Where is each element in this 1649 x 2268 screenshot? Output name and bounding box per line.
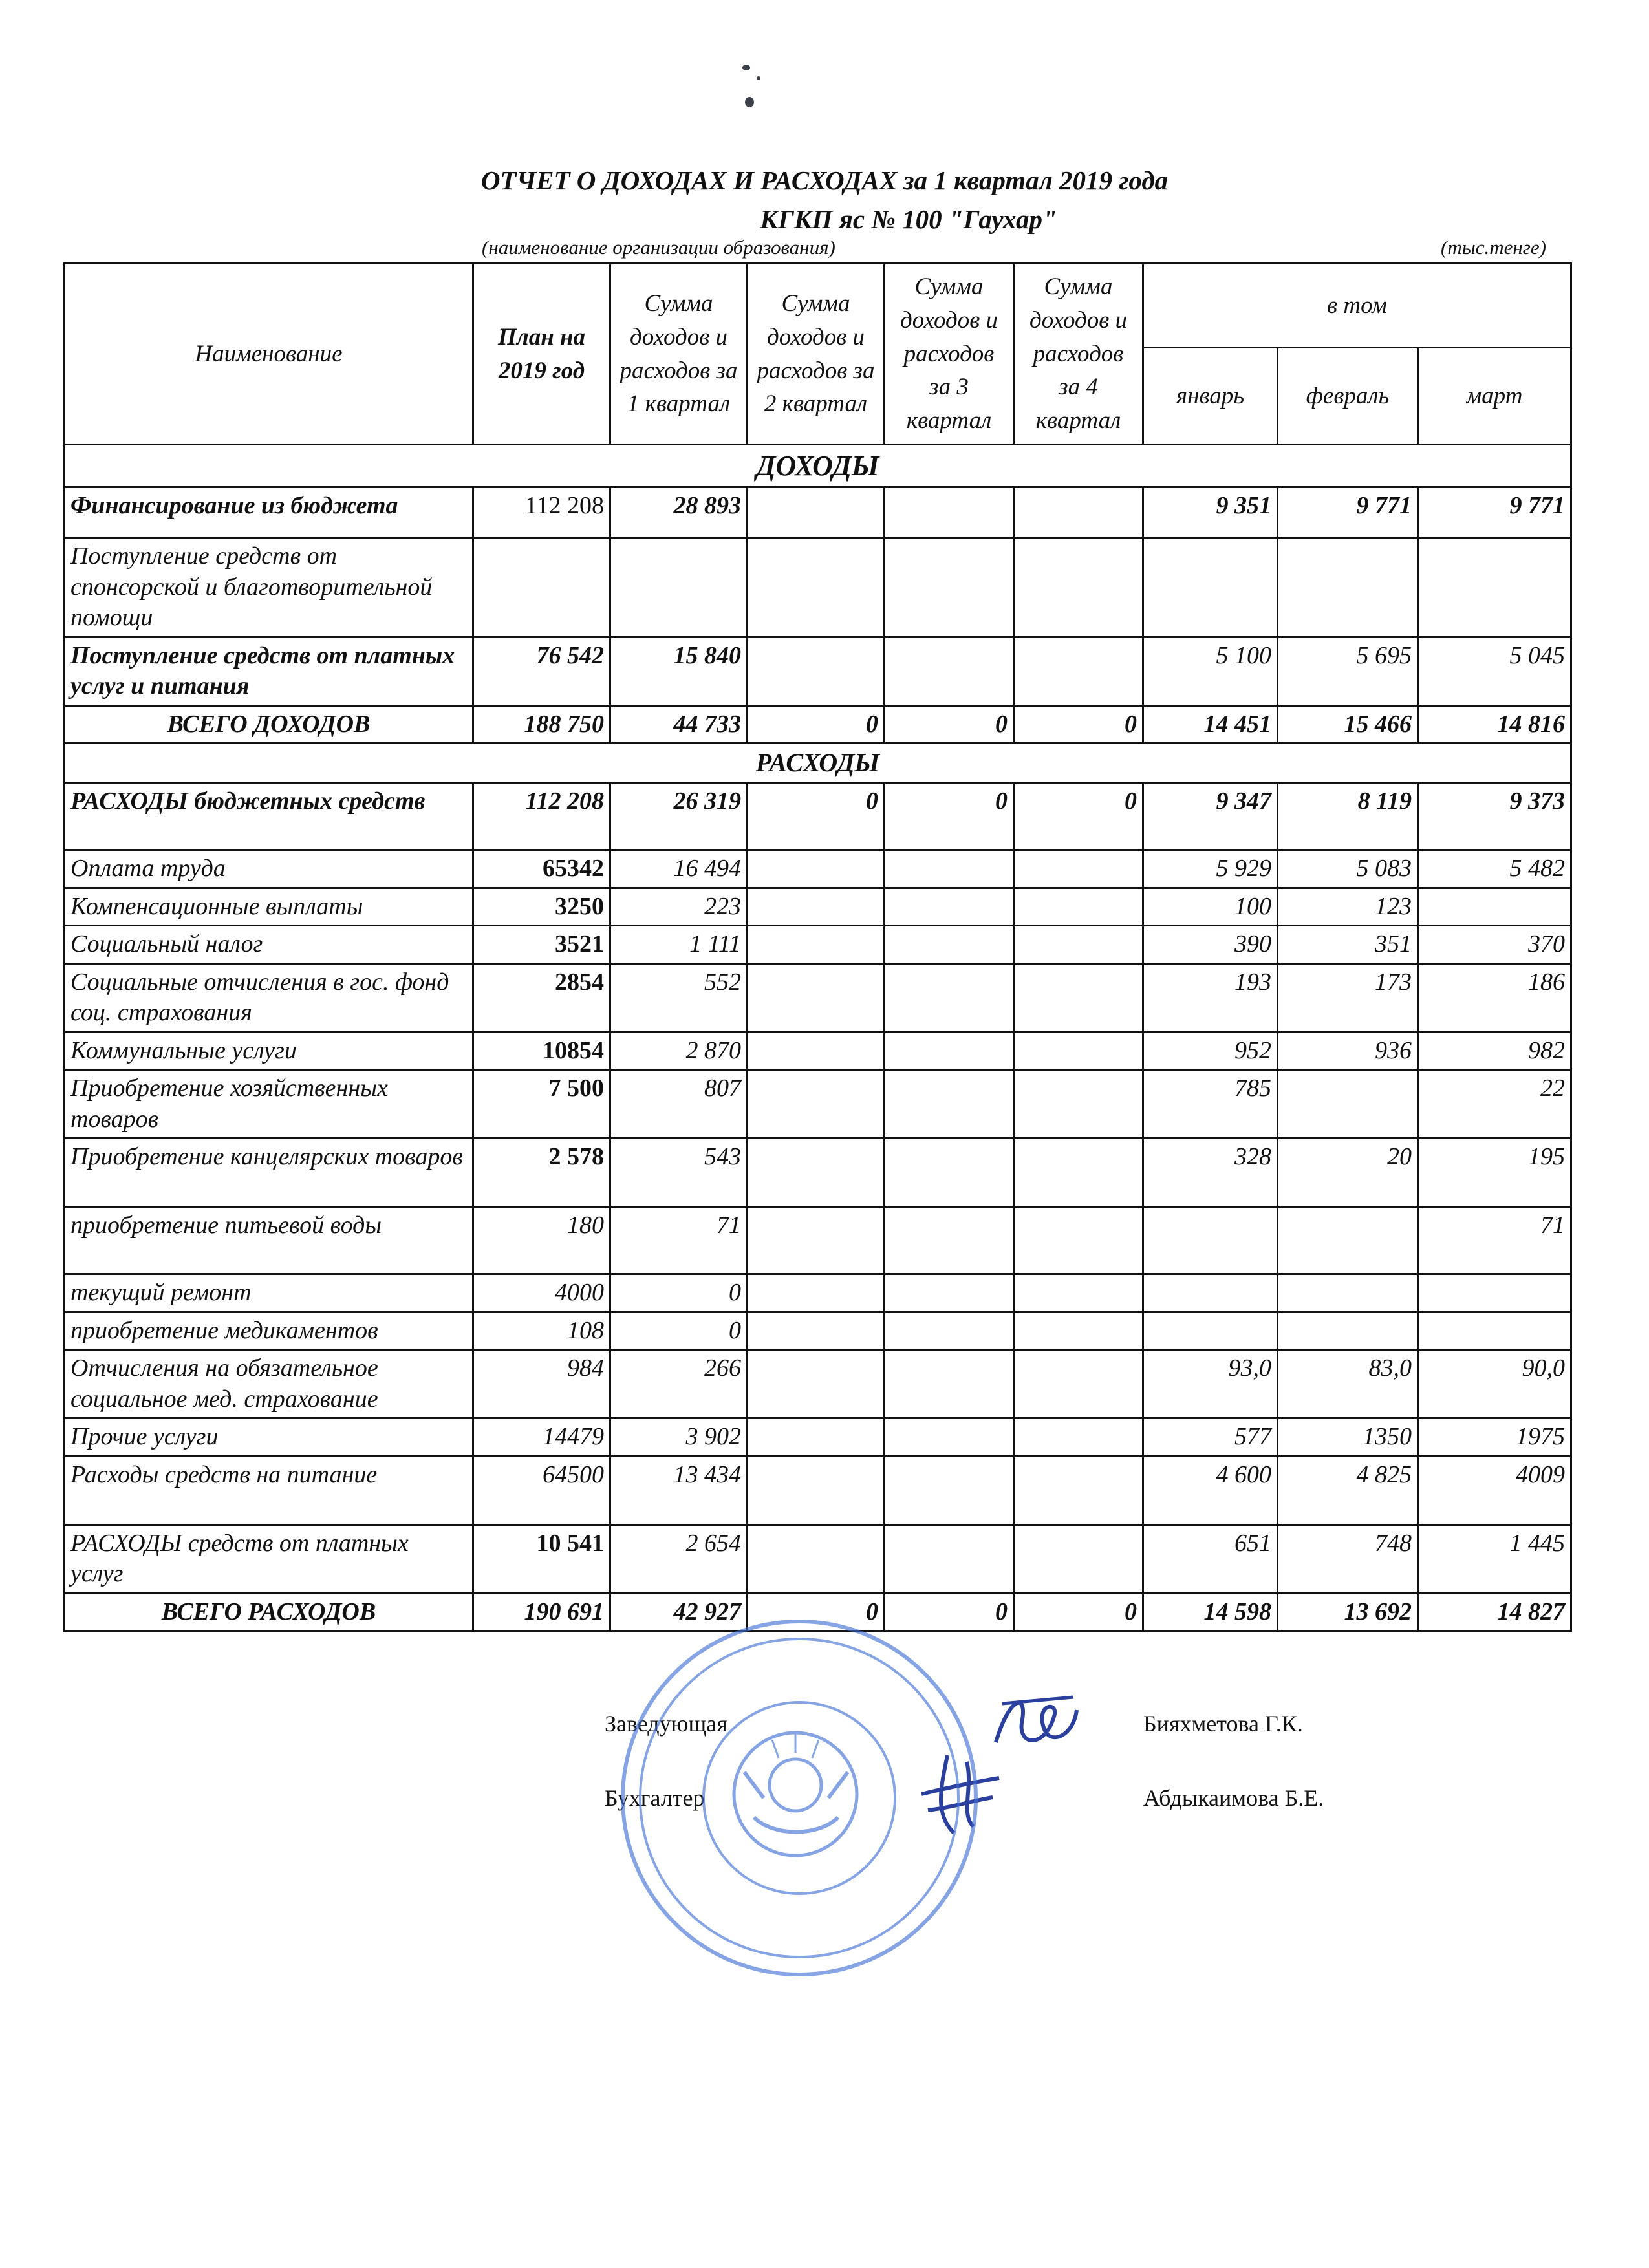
cell-q4	[1014, 1274, 1143, 1312]
cell-q1: 15 840	[610, 637, 748, 705]
cell-feb	[1278, 1070, 1418, 1139]
cell-mar: 195	[1418, 1139, 1571, 1207]
cell-q2	[748, 963, 885, 1032]
cell-plan	[473, 538, 610, 637]
row-label: Приобретение хозяйственных товаров	[65, 1070, 473, 1139]
cell-mar: 14 816	[1418, 705, 1571, 744]
cell-feb: 15 466	[1278, 705, 1418, 744]
row-label: Приобретение канцелярских товаров	[65, 1139, 473, 1207]
cell-q1: 543	[610, 1139, 748, 1207]
cell-q2	[748, 487, 885, 538]
cell-mar: 90,0	[1418, 1350, 1571, 1418]
cell-q2	[748, 888, 885, 926]
cell-plan: 10854	[473, 1032, 610, 1070]
cell-mar	[1418, 538, 1571, 637]
cell-mar: 5 045	[1418, 637, 1571, 705]
row-label: Расходы средств на питание	[65, 1456, 473, 1524]
cell-q4	[1014, 1207, 1143, 1274]
cell-q3	[885, 637, 1014, 705]
cell-jan	[1143, 538, 1278, 637]
cell-q1: 807	[610, 1070, 748, 1139]
cell-q1: 42 927	[610, 1593, 748, 1631]
cell-q3	[885, 888, 1014, 926]
row-label: приобретение медикаментов	[65, 1312, 473, 1350]
cell-plan: 14479	[473, 1418, 610, 1457]
cell-jan: 5 100	[1143, 637, 1278, 705]
cell-feb: 748	[1278, 1524, 1418, 1593]
cell-plan: 112 208	[473, 487, 610, 538]
cell-q1: 71	[610, 1207, 748, 1274]
cell-q3	[885, 1418, 1014, 1457]
cell-plan: 65342	[473, 850, 610, 888]
cell-mar: 982	[1418, 1032, 1571, 1070]
cell-q2: 0	[748, 783, 885, 850]
cell-q1: 0	[610, 1274, 748, 1312]
cell-feb	[1278, 538, 1418, 637]
cell-jan: 577	[1143, 1418, 1278, 1457]
cell-q3	[885, 926, 1014, 964]
official-stamp	[621, 1620, 978, 1976]
cell-jan: 9 347	[1143, 783, 1278, 850]
header-q4: Сумма доходов и расходов за 4 квартал	[1014, 264, 1143, 445]
cell-jan	[1143, 1312, 1278, 1350]
section-expense-label: РАСХОДЫ	[65, 744, 1571, 783]
cell-q4	[1014, 1350, 1143, 1418]
cell-q3	[885, 538, 1014, 637]
cell-plan: 3521	[473, 926, 610, 964]
row-label: Поступление средств от спонсорской и благотворительной помощи	[65, 538, 473, 637]
cell-q3: 0	[885, 783, 1014, 850]
report-title	[0, 165, 1649, 235]
cell-q3	[885, 850, 1014, 888]
row-label: РАСХОДЫ средств от платных услуг	[65, 1524, 473, 1593]
cell-feb: 351	[1278, 926, 1418, 964]
table-row	[65, 1312, 1571, 1350]
section-expense-row	[65, 744, 1571, 783]
table-row	[65, 926, 1571, 964]
row-label: приобретение питьевой воды	[65, 1207, 473, 1274]
cell-plan: 108	[473, 1312, 610, 1350]
cell-jan: 651	[1143, 1524, 1278, 1593]
cell-q1: 28 893	[610, 487, 748, 538]
cell-jan: 4 600	[1143, 1456, 1278, 1524]
table-row	[65, 487, 1571, 538]
cell-q2	[748, 1456, 885, 1524]
cell-feb: 83,0	[1278, 1350, 1418, 1418]
cell-q4	[1014, 963, 1143, 1032]
cell-feb: 173	[1278, 963, 1418, 1032]
cell-q3: 0	[885, 1593, 1014, 1631]
cell-q4: 0	[1014, 1593, 1143, 1631]
row-label: Отчисления на обязательное социальное мед. страхование	[65, 1350, 473, 1418]
cell-q4	[1014, 850, 1143, 888]
row-label: ВСЕГО РАСХОДОВ	[65, 1593, 473, 1631]
cell-jan: 193	[1143, 963, 1278, 1032]
cell-feb	[1278, 1207, 1418, 1274]
cell-q3	[885, 1350, 1014, 1418]
cell-q1: 16 494	[610, 850, 748, 888]
cell-q3	[885, 1524, 1014, 1593]
header-q1: Сумма доходов и расходов за 1 квартал	[610, 264, 748, 445]
cell-q2: 0	[748, 1593, 885, 1631]
title-line-1: ОТЧЕТ О ДОХОДАХ И РАСХОДАХ за 1 квартал 2019 года	[480, 166, 1169, 195]
cell-q2	[748, 637, 885, 705]
cell-mar: 370	[1418, 926, 1571, 964]
cell-plan: 7 500	[473, 1070, 610, 1139]
cell-q2: 0	[748, 705, 885, 744]
cell-jan: 14 598	[1143, 1593, 1278, 1631]
cell-jan: 5 929	[1143, 850, 1278, 888]
cell-plan: 984	[473, 1350, 610, 1418]
cell-mar	[1418, 888, 1571, 926]
cell-jan: 390	[1143, 926, 1278, 964]
cell-q1: 0	[610, 1312, 748, 1350]
table-row	[65, 1274, 1571, 1312]
table-row	[65, 888, 1571, 926]
cell-q3	[885, 1070, 1014, 1139]
cell-q1: 3 902	[610, 1418, 748, 1457]
section-income-label: ДОХОДЫ	[65, 445, 1571, 487]
head-name: Бияхметова Г.К.	[1143, 1711, 1303, 1737]
cell-q2	[748, 850, 885, 888]
head-label: Заведующая	[605, 1711, 727, 1737]
cell-jan	[1143, 1207, 1278, 1274]
cell-q1: 2 654	[610, 1524, 748, 1593]
accountant-name: Абдыкаимова Б.Е.	[1143, 1785, 1324, 1811]
cell-jan: 328	[1143, 1139, 1278, 1207]
cell-q1: 44 733	[610, 705, 748, 744]
cell-jan: 9 351	[1143, 487, 1278, 538]
cell-feb: 20	[1278, 1139, 1418, 1207]
org-caption: (наименование организации образования)	[482, 236, 835, 259]
table-row	[65, 1070, 1571, 1139]
cell-q1: 266	[610, 1350, 748, 1418]
cell-q4	[1014, 1032, 1143, 1070]
row-label: Оплата труда	[65, 850, 473, 888]
cell-feb: 5 695	[1278, 637, 1418, 705]
table-row	[65, 963, 1571, 1032]
cell-feb: 4 825	[1278, 1456, 1418, 1524]
cell-plan: 4000	[473, 1274, 610, 1312]
cell-q3	[885, 1207, 1014, 1274]
cell-q1: 13 434	[610, 1456, 748, 1524]
cell-q2	[748, 1524, 885, 1593]
cell-q4	[1014, 1456, 1143, 1524]
cell-plan: 2 578	[473, 1139, 610, 1207]
cell-q2	[748, 1207, 885, 1274]
row-label: РАСХОДЫ бюджетных средств	[65, 783, 473, 850]
cell-q3	[885, 487, 1014, 538]
cell-feb: 123	[1278, 888, 1418, 926]
cell-feb: 13 692	[1278, 1593, 1418, 1631]
cell-mar: 9 373	[1418, 783, 1571, 850]
cell-mar: 1 445	[1418, 1524, 1571, 1593]
cell-q4: 0	[1014, 705, 1143, 744]
cell-q1: 26 319	[610, 783, 748, 850]
cell-plan: 2854	[473, 963, 610, 1032]
table-row	[65, 1456, 1571, 1524]
table-row	[65, 1207, 1571, 1274]
header-feb: февраль	[1278, 348, 1418, 445]
stamp-emblem	[625, 1623, 966, 1965]
cell-feb: 8 119	[1278, 783, 1418, 850]
cell-q4	[1014, 487, 1143, 538]
cell-mar	[1418, 1312, 1571, 1350]
header-jan: январь	[1143, 348, 1278, 445]
cell-q1: 1 111	[610, 926, 748, 964]
title-line-2: КГКП яс № 100 "Гаухар"	[760, 204, 1057, 234]
cell-plan: 112 208	[473, 783, 610, 850]
cell-q4	[1014, 1312, 1143, 1350]
table-row	[65, 637, 1571, 705]
header-mar: март	[1418, 348, 1571, 445]
table-total-row	[65, 705, 1571, 744]
cell-q4	[1014, 1524, 1143, 1593]
cell-q3	[885, 1139, 1014, 1207]
cell-q2	[748, 926, 885, 964]
row-label: Поступление средств от платных услуг и питания	[65, 637, 473, 705]
cell-q2	[748, 1139, 885, 1207]
section-income-row	[65, 445, 1571, 487]
cell-plan: 188 750	[473, 705, 610, 744]
header-q3: Сумма доходов и расходов за 3 квартал	[885, 264, 1014, 445]
cell-q3: 0	[885, 705, 1014, 744]
cell-q4	[1014, 926, 1143, 964]
cell-q1	[610, 538, 748, 637]
table-row	[65, 850, 1571, 888]
cell-q4	[1014, 1070, 1143, 1139]
scan-speck	[757, 76, 760, 80]
cell-jan: 14 451	[1143, 705, 1278, 744]
cell-q4	[1014, 1139, 1143, 1207]
cell-q4	[1014, 1418, 1143, 1457]
cell-jan: 952	[1143, 1032, 1278, 1070]
cell-feb: 1350	[1278, 1418, 1418, 1457]
cell-mar: 22	[1418, 1070, 1571, 1139]
cell-mar: 1975	[1418, 1418, 1571, 1457]
header-plan: План на 2019 год	[473, 264, 610, 445]
header-name: Наименование	[65, 264, 473, 445]
table-row	[65, 538, 1571, 637]
cell-plan: 190 691	[473, 1593, 610, 1631]
row-label: Социальные отчисления в гос. фонд соц. страхования	[65, 963, 473, 1032]
accountant-label: Бухгалтер	[605, 1785, 705, 1811]
cell-q2	[748, 1312, 885, 1350]
row-label: Прочие услуги	[65, 1418, 473, 1457]
cell-mar: 4009	[1418, 1456, 1571, 1524]
scan-speck	[745, 97, 754, 107]
table-row	[65, 1524, 1571, 1593]
cell-q1: 223	[610, 888, 748, 926]
cell-mar: 9 771	[1418, 487, 1571, 538]
row-label: ВСЕГО ДОХОДОВ	[65, 705, 473, 744]
cell-jan: 785	[1143, 1070, 1278, 1139]
row-label: Социальный налог	[65, 926, 473, 964]
cell-q3	[885, 963, 1014, 1032]
cell-q2	[748, 538, 885, 637]
table-row	[65, 1032, 1571, 1070]
cell-jan	[1143, 1274, 1278, 1312]
cell-q2	[748, 1032, 885, 1070]
cell-q3	[885, 1274, 1014, 1312]
cell-mar: 5 482	[1418, 850, 1571, 888]
cell-plan: 3250	[473, 888, 610, 926]
cell-feb: 936	[1278, 1032, 1418, 1070]
cell-plan: 180	[473, 1207, 610, 1274]
cell-jan: 93,0	[1143, 1350, 1278, 1418]
cell-feb: 9 771	[1278, 487, 1418, 538]
cell-q4	[1014, 538, 1143, 637]
row-label: Компенсационные выплаты	[65, 888, 473, 926]
cell-q3	[885, 1032, 1014, 1070]
cell-plan: 76 542	[473, 637, 610, 705]
scan-speck	[742, 65, 750, 70]
cell-q3	[885, 1456, 1014, 1524]
unit-caption: (тыс.тенге)	[1441, 236, 1546, 259]
cell-feb	[1278, 1274, 1418, 1312]
cell-q2	[748, 1070, 885, 1139]
table-row	[65, 1139, 1571, 1207]
cell-q4: 0	[1014, 783, 1143, 850]
report-table	[63, 262, 1572, 1632]
cell-q4	[1014, 888, 1143, 926]
header-in-total: в том	[1143, 264, 1571, 348]
cell-plan: 64500	[473, 1456, 610, 1524]
cell-q2	[748, 1350, 885, 1418]
table-row	[65, 1418, 1571, 1457]
cell-q2	[748, 1274, 885, 1312]
cell-q1: 2 870	[610, 1032, 748, 1070]
cell-q4	[1014, 637, 1143, 705]
row-label: Финансирование из бюджета	[65, 487, 473, 538]
cell-plan: 10 541	[473, 1524, 610, 1593]
row-label: текущий ремонт	[65, 1274, 473, 1312]
cell-q2	[748, 1418, 885, 1457]
cell-q1: 552	[610, 963, 748, 1032]
table-row	[65, 783, 1571, 850]
cell-mar	[1418, 1274, 1571, 1312]
cell-feb	[1278, 1312, 1418, 1350]
cell-jan: 100	[1143, 888, 1278, 926]
cell-feb: 5 083	[1278, 850, 1418, 888]
cell-mar: 186	[1418, 963, 1571, 1032]
table-row	[65, 1350, 1571, 1418]
cell-mar: 71	[1418, 1207, 1571, 1274]
row-label: Коммунальные услуги	[65, 1032, 473, 1070]
cell-q3	[885, 1312, 1014, 1350]
header-q2: Сумма доходов и расходов за 2 квартал	[748, 264, 885, 445]
cell-mar: 14 827	[1418, 1593, 1571, 1631]
